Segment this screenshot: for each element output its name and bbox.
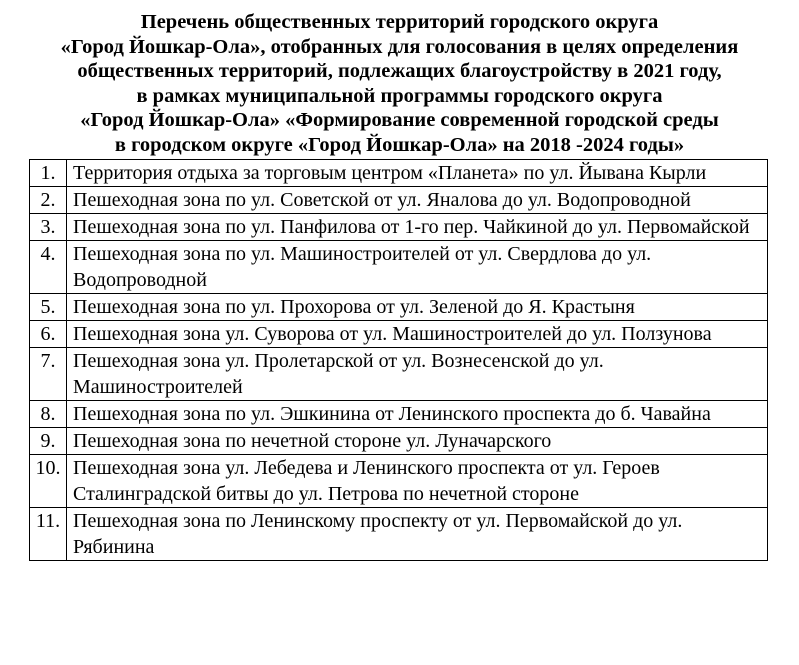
- row-text: Территория отдыха за торговым центром «Планета» по ул. Йывана Кырли: [67, 160, 768, 187]
- title-line: в городском округе «Город Йошкар-Ола» на 2018 -2024 годы»: [114, 133, 685, 156]
- table-row: [30, 348, 768, 401]
- table-row: [30, 401, 768, 428]
- row-number: 2.: [30, 187, 67, 214]
- title-line: «Город Йошкар-Ола», отобранных для голосования в целях определения: [60, 35, 739, 58]
- row-number: 10.: [30, 455, 67, 508]
- row-text: Пешеходная зона по ул. Эшкинина от Ленинского проспекта до б. Чавайна: [67, 401, 768, 428]
- row-text: Пешеходная зона по ул. Прохорова от ул. Зеленой до Я. Крастыня: [67, 294, 768, 321]
- table-row: [30, 428, 768, 455]
- row-number: 4.: [30, 241, 67, 294]
- row-number: 9.: [30, 428, 67, 455]
- row-number: 1.: [30, 160, 67, 187]
- row-number: 5.: [30, 294, 67, 321]
- row-text: Пешеходная зона по ул. Машиностроителей от ул. Свердлова до ул. Водопроводной: [67, 241, 768, 294]
- row-number: 7.: [30, 348, 67, 401]
- territories-table: [29, 159, 768, 561]
- table-row: [30, 160, 768, 187]
- row-text: Пешеходная зона по ул. Советской от ул. Яналова до ул. Водопроводной: [67, 187, 768, 214]
- row-text: Пешеходная зона по ул. Панфилова от 1-го пер. Чайкиной до ул. Первомайской: [67, 214, 768, 241]
- title-line: в рамках муниципальной программы городского округа: [136, 84, 663, 107]
- row-text: Пешеходная зона ул. Суворова от ул. Машиностроителей до ул. Ползунова: [67, 321, 768, 348]
- title-line: «Город Йошкар-Ола» «Формирование современной городской среды: [80, 109, 719, 131]
- row-text: Пешеходная зона ул. Пролетарской от ул. Вознесенской до ул. Машиностроителей: [67, 348, 768, 401]
- table-row: [30, 187, 768, 214]
- row-number: 6.: [30, 321, 67, 348]
- table-row: [30, 455, 768, 508]
- document-title: [0, 10, 799, 157]
- table-row: [30, 241, 768, 294]
- table-row: [30, 321, 768, 348]
- row-number: 11.: [30, 508, 67, 561]
- title-line: Перечень общественных территорий городского округа: [140, 11, 659, 33]
- title-line: общественных территорий, подлежащих благоустройству в 2021 году,: [77, 60, 722, 82]
- row-text: Пешеходная зона ул. Лебедева и Ленинского проспекта от ул. Героев Сталинградской битвы до ул. Петрова по нечетной стороне: [67, 455, 768, 508]
- table-row: [30, 294, 768, 321]
- row-text: Пешеходная зона по Ленинскому проспекту от ул. Первомайской до ул. Рябинина: [67, 508, 768, 561]
- row-text: Пешеходная зона по нечетной стороне ул. Луначарского: [67, 428, 768, 455]
- row-number: 8.: [30, 401, 67, 428]
- table-row: [30, 214, 768, 241]
- row-number: 3.: [30, 214, 67, 241]
- table-row: [30, 508, 768, 561]
